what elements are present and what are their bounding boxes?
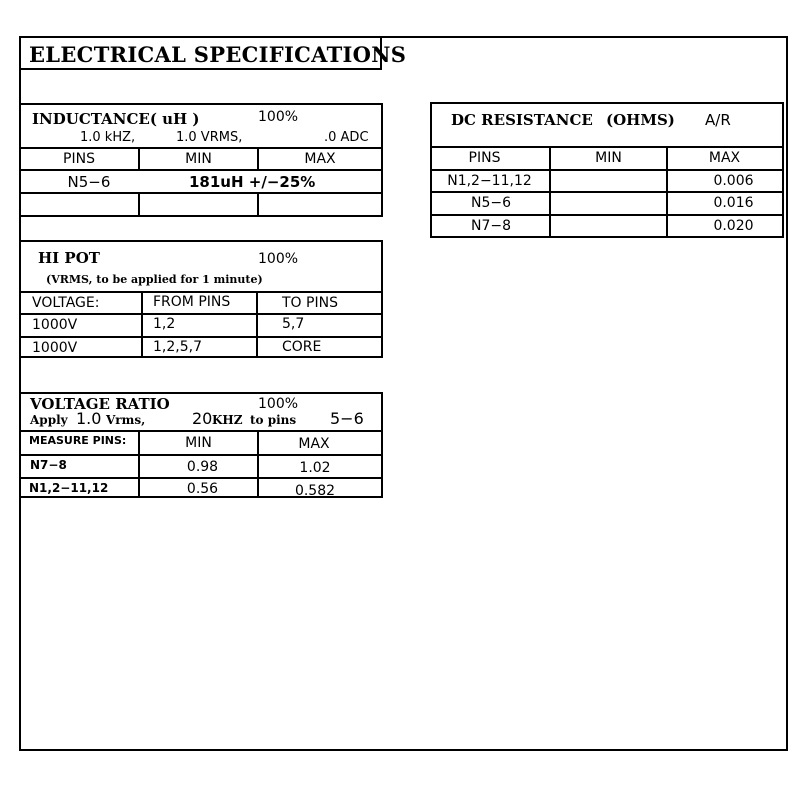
voltage-ratio-to-pins-label: to pins <box>250 413 297 427</box>
hipot-note: (VRMS, to be applied for 1 minute) <box>46 273 263 286</box>
inductance-divider <box>19 169 383 171</box>
hipot-header-voltage: VOLTAGE: <box>32 295 100 311</box>
inductance-condition-voltage: 1.0 VRMS, <box>176 130 243 145</box>
voltage-ratio-header-max: MAX <box>298 436 330 452</box>
voltage-ratio-divider <box>19 430 383 432</box>
hipot-col-divider <box>141 291 143 358</box>
voltage-ratio-divider <box>19 477 383 479</box>
inductance-row-value: 181uH +/−25% <box>189 173 316 191</box>
dc-resistance-header-pins: PINS <box>468 150 501 166</box>
voltage-ratio-pins: 5−6 <box>330 409 364 428</box>
voltage-ratio-row2-min: 0.56 <box>186 481 219 497</box>
hipot-row2-from: 1,2,5,7 <box>153 339 202 355</box>
voltage-ratio-apply-label: Apply <box>30 413 68 427</box>
dc-resistance-row1-max: 0.006 <box>713 173 754 189</box>
hipot-row1-to: 5,7 <box>282 316 305 332</box>
voltage-ratio-row1-max: 1.02 <box>299 460 331 476</box>
voltage-ratio-header-measure-pins: MEASURE PINS: <box>29 434 127 447</box>
voltage-ratio-heading: VOLTAGE RATIO <box>30 395 170 413</box>
inductance-header-min: MIN <box>185 151 212 167</box>
hipot-percent: 100% <box>258 251 299 267</box>
voltage-ratio-frequency-unit: KHZ <box>212 413 243 427</box>
voltage-ratio-percent: 100% <box>258 396 299 412</box>
hipot-header-from-pins: FROM PINS <box>153 294 231 310</box>
hipot-row2-to: CORE <box>282 339 322 355</box>
dc-resistance-divider <box>430 214 784 216</box>
dc-resistance-header-max: MAX <box>708 150 741 166</box>
hipot-divider <box>19 291 383 293</box>
hipot-col-divider <box>256 291 258 358</box>
hipot-row2-voltage: 1000V <box>32 340 78 356</box>
voltage-ratio-header-min: MIN <box>185 435 212 451</box>
inductance-heading: INDUCTANCE( uH ) <box>32 110 200 128</box>
dc-resistance-unit: (OHMS) <box>606 111 675 129</box>
dc-resistance-row2-max: 0.016 <box>713 195 754 211</box>
dc-resistance-heading: DC RESISTANCE <box>451 111 593 129</box>
dc-resistance-row2-pins: N5−6 <box>470 195 512 211</box>
voltage-ratio-row1-pins: N7−8 <box>30 458 67 472</box>
hipot-divider <box>19 313 383 315</box>
dc-resistance-divider <box>430 169 784 171</box>
inductance-divider <box>19 147 383 149</box>
dc-resistance-row1-pins: N1,2−11,12 <box>447 173 532 189</box>
hipot-row1-voltage: 1000V <box>32 317 78 333</box>
hipot-row1-from: 1,2 <box>153 316 176 332</box>
dc-resistance-header-min: MIN <box>595 150 622 166</box>
inductance-header-max: MAX <box>304 151 336 167</box>
hipot-header-to-pins: TO PINS <box>282 295 338 311</box>
hipot-divider <box>19 336 383 338</box>
voltage-ratio-divider <box>19 454 383 456</box>
dc-resistance-divider <box>430 146 784 148</box>
inductance-divider <box>19 192 383 194</box>
inductance-row-pins: N5−6 <box>67 173 111 191</box>
voltage-ratio-row1-min: 0.98 <box>186 459 219 475</box>
voltage-ratio-row2-pins: N1,2−11,12 <box>29 481 109 495</box>
voltage-ratio-row2-max: 0.582 <box>294 483 336 499</box>
hipot-heading: HI POT <box>38 249 100 267</box>
voltage-ratio-frequency-value: 20 <box>192 409 213 428</box>
dc-resistance-row3-pins: N7−8 <box>470 218 512 234</box>
inductance-col-divider <box>138 192 140 216</box>
dc-resistance-row3-max: 0.020 <box>713 218 754 234</box>
inductance-percent: 100% <box>258 109 299 125</box>
inductance-header-pins: PINS <box>63 151 95 167</box>
inductance-condition-frequency: 1.0 kHZ, <box>80 130 136 145</box>
inductance-col-divider <box>257 192 259 216</box>
dc-resistance-ar: A/R <box>705 111 731 129</box>
dc-resistance-divider <box>430 191 784 193</box>
page-title: ELECTRICAL SPECIFICATIONS <box>19 36 382 70</box>
inductance-condition-dc-current: .0 ADC <box>324 130 369 145</box>
voltage-ratio-apply-unit: Vrms, <box>106 413 146 427</box>
voltage-ratio-apply-value: 1.0 <box>76 409 102 428</box>
